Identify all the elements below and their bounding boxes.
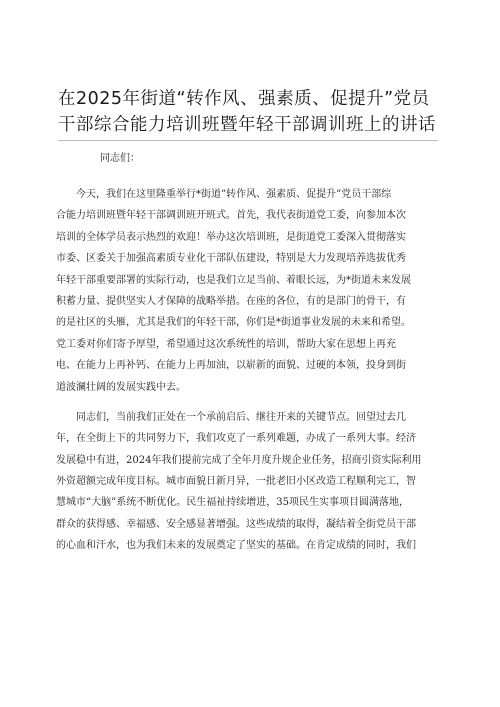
text-line: 培训的全体学员表示热烈的欢迎！举办这次培训班，是街道党工委深入贯彻落实 [56,231,406,243]
speech-body [56,184,436,557]
text-line: 年轻干部重要部署的实际行动，也是我们立足当前、着眼长远，为*街道未来发展 [56,274,411,286]
text-line: 电、在能力上再补钙、在能力上再加油，以崭新的面貌、过硬的本领，投身到街 [56,360,406,372]
text-line: 积蓄力量、提供坚实人才保障的战略举措。在座的各位，有的是部门的骨干，有 [56,295,406,307]
text-line: 群众的获得感、幸福感、安全感显著增强。这些成绩的取得，凝结着全街党员干部 [56,518,416,530]
title-line-1: 在2025年街道“转作风、强素质、促提升”党员 [58,89,430,109]
paragraph-1 [56,184,436,398]
paragraph-2 [56,407,436,557]
text-line: 今天，我们在这里隆重举行*街道”转作风、强素质、促提升”党员干部综 [56,189,392,200]
text-line: 的心血和汗水，也为我们未来的发展奠定了坚实的基础。在肯定成绩的同时，我们 [56,540,416,552]
text-line: 的是社区的头雁，尤其是我们的年轻干部，你们是*街道事业发展的未来和希望。 [56,317,411,329]
text-line: 合能力培训班暨年轻干部调训班开班式。首先，我代表街道党工委，向参加本次 [56,210,406,222]
title-line-2: 干部综合能力培训班暨年轻干部调训班上的讲话 [58,115,436,135]
text-line: 慧城市“大脑”系统不断优化。民生福祉持续增进，35项民生实事项目圆满落地， [56,497,409,509]
text-line: 道波澜壮阔的发展实践中去。 [56,381,186,393]
text-line: 同志们，当前我们正处在一个承前启后、继往开来的关键节点。回望过去几 [56,411,406,423]
text-line: 党工委对你们寄予厚望，希望通过这次系统性的培训，帮助大家在思想上再充 [56,338,396,350]
text-line: 年，在全街上下的共同努力下，我们攻克了一系列难题，办成了一系列大事。经济 [56,433,416,445]
text-line: 市委、区委关于加强高素质专业化干部队伍建设，特别是大力发现培养选拔优秀 [56,253,406,265]
document-title [58,86,458,138]
text-line: 发展稳中有进，2024年我们提前完成了全年月度升规企业任务，招商引资实际利用 [56,454,422,466]
text-line: 外资超额完成年度目标。城市面貌日新月异，一批老旧小区改造工程顺利完工，智 [56,476,416,488]
greeting: 同志们： [100,153,140,164]
title-divider [58,140,438,141]
